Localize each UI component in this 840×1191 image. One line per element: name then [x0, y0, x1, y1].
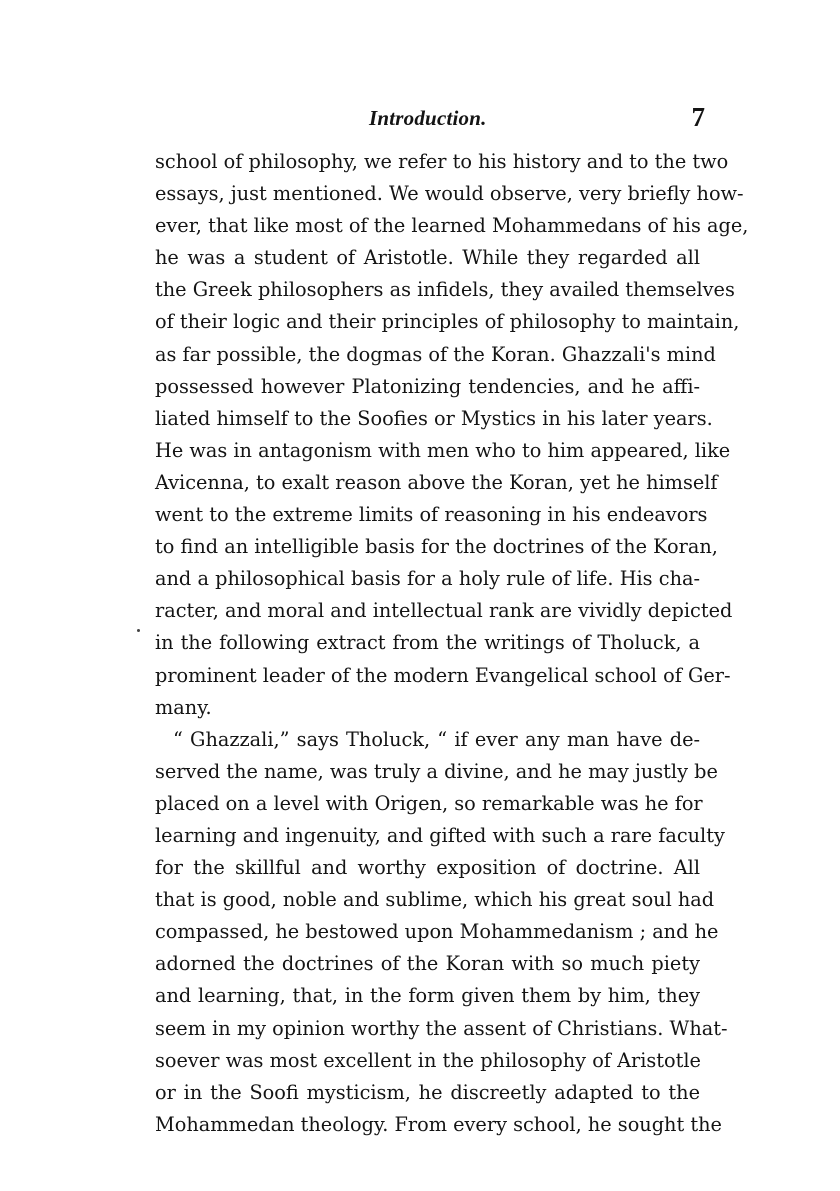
- text-line: “ Ghazzali,” says Tholuck, “ if ever any man have de-: [173, 727, 700, 751]
- text-line: essays, just mentioned. We would observe, very briefly how-: [155, 182, 744, 206]
- text-line: many.: [155, 695, 212, 719]
- text-line: adorned the doctrines of the Koran with so much piety: [155, 952, 700, 976]
- text-line: compassed, he bestowed upon Mohammedanism ; and he: [155, 920, 719, 944]
- running-title: Introduction.: [369, 106, 487, 130]
- text-line: that is good, noble and sublime, which his great soul had: [155, 888, 715, 912]
- text-line: and learning, that, in the form given them by him, they: [155, 984, 700, 1008]
- text-line: learning and ingenuity, and gifted with such a rare faculty: [155, 823, 725, 847]
- text-line: placed on a level with Origen, so remarkable was he for: [155, 791, 703, 815]
- text-line: liated himself to the Soofies or Mystics in his later years.: [155, 406, 713, 430]
- text-line: as far possible, the dogmas of the Koran. Ghazzali's mind: [155, 342, 716, 366]
- margin-mark: [137, 629, 140, 632]
- text-line: for the skillful and worthy exposition of doctrine. All: [155, 856, 700, 880]
- text-line: and a philosophical basis for a holy rule of life. His cha-: [155, 567, 700, 591]
- text-line: school of philosophy, we refer to his history and to the two: [155, 150, 729, 173]
- text-line: possessed however Platonizing tendencies, and he affi-: [155, 374, 700, 398]
- text-line: to find an intelligible basis for the doctrines of the Koran,: [155, 535, 718, 559]
- text-line: ever, that like most of the learned Mohammedans of his age,: [155, 214, 749, 238]
- text-line: soever was most excellent in the philosophy of Aristotle: [155, 1048, 701, 1072]
- text-line: of their logic and their principles of philosophy to maintain,: [155, 310, 740, 334]
- text-line: seem in my opinion worthy the assent of Christians. What-: [155, 1016, 728, 1040]
- page-number: 7: [691, 102, 705, 132]
- body-text: [155, 146, 749, 1141]
- text-line: went to the extreme limits of reasoning in his endeavors: [155, 503, 708, 527]
- text-line: in the following extract from the writings of Tholuck, a: [155, 631, 700, 655]
- running-head: [155, 102, 715, 136]
- text-line: He was in antagonism with men who to him appeared, like: [155, 438, 731, 462]
- text-line: the Greek philosophers as infidels, they availed themselves: [155, 278, 735, 302]
- text-line: Mohammedan theology. From every school, he sought the: [155, 1112, 722, 1136]
- text-line: or in the Soofi mysticism, he discreetly adapted to the: [155, 1080, 700, 1104]
- text-line: racter, and moral and intellectual rank are vividly depicted: [155, 599, 733, 623]
- text-line: prominent leader of the modern Evangelical school of Ger-: [155, 663, 731, 687]
- text-line: served the name, was truly a divine, and he may justly be: [155, 759, 718, 783]
- text-line: Avicenna, to exalt reason above the Koran, yet he himself: [155, 470, 718, 494]
- text-line: he was a student of Aristotle. While they regarded all: [155, 246, 700, 270]
